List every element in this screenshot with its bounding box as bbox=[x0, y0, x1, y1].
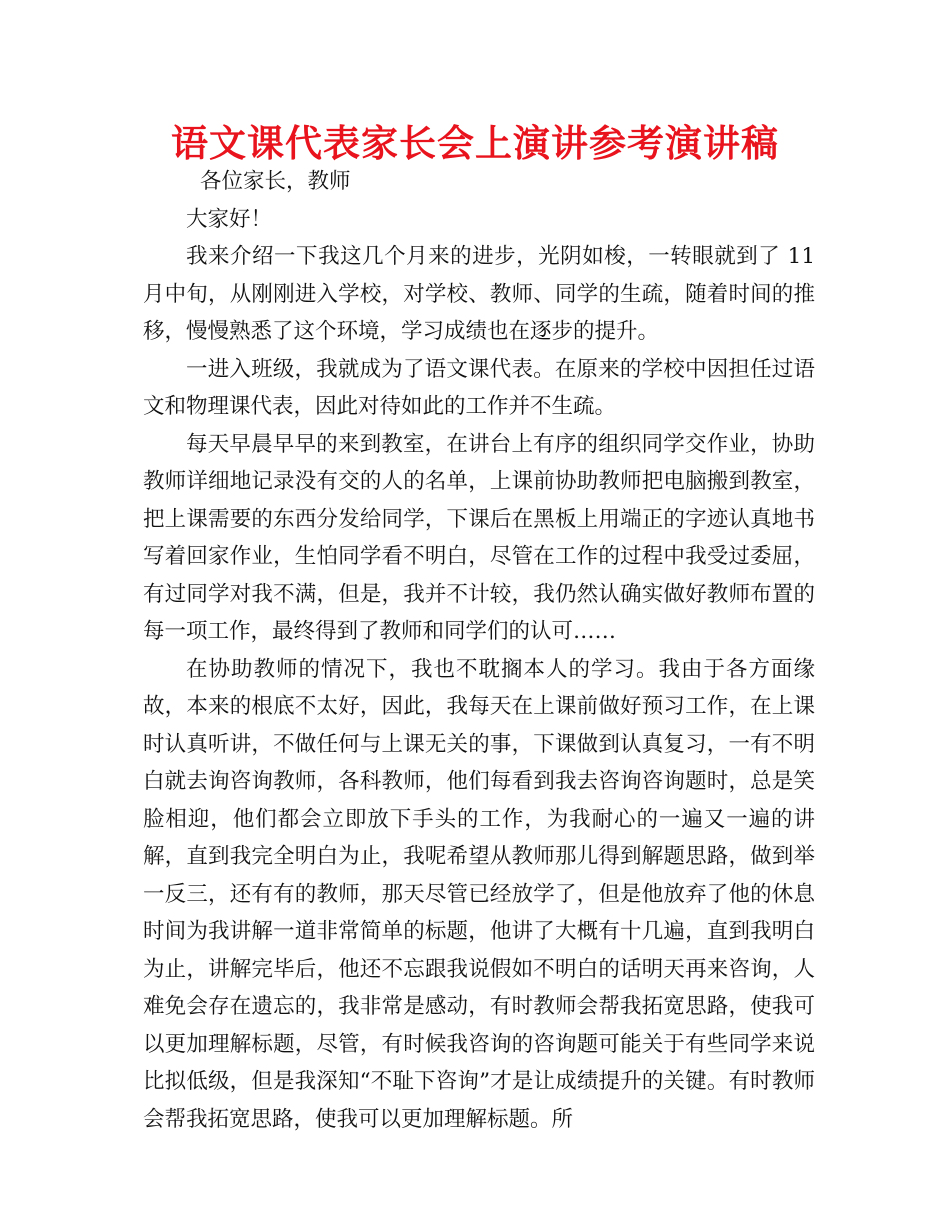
greeting: 大家好！ bbox=[186, 206, 273, 232]
paragraph-daily-duties: 每天早晨早早的来到教室，在讲台上有序的组织同学交作业，协助教师详细地记录没有交的人的名单，上课前协助教师把电脑搬到教室，把上课需要的东西分发给同学，下课后在黑板上用端正的字迹认真地书写着回家作业，生怕同学看不明白，尽管在工作的过程中我受过委屈，有过同学对我不满，但是，我并不计较，我仍然认确实做好教师布置的每一项工作，最终得到了教师和同学们的认可…… bbox=[143, 431, 815, 644]
document-body bbox=[143, 163, 815, 1138]
paragraph-studying: 在协助教师的情况下，我也不耽搁本人的学习。我由于各方面缘故，本来的根底不太好，因此，我每天在上课前做好预习工作，在上课时认真听讲，不做任何与上课无关的事，下课做到认真复习，一有不明白就去询咨询教师，各科教师，他们每看到我去咨询咨询题时，总是笑脸相迎，他们都会立即放下手头的工作，为我耐心的一遍又一遍的讲解，直到我完全明白为止，我呢希望从教师那儿得到解题思路，做到举一反三，还有有的教师，那天尽管已经放学了，但是他放弃了他的休息时间为我讲解一道非常简单的标题，他讲了大概有十几遍，直到我明白为止，讲解完毕后，他还不忘跟我说假如不明白的话明天再来咨询，人难免会存在遗忘的，我非常是感动，有时教师会帮我拓宽思路，使我可以更加理解标题，尽管，有时候我咨询的咨询题可能关于有些同学来说比拟低级，但是我深知“不耻下咨询”才是让成绩提升的关键。有时教师会帮我拓宽思路，使我可以更加理解标题。所 bbox=[143, 656, 815, 1132]
salutation: 各位家长，教师 bbox=[200, 169, 351, 194]
document-title: 语文课代表家长会上演讲参考演讲稿 bbox=[171, 122, 779, 165]
paragraph-progress: 我来介绍一下我这几个月来的进步，光阴如梭，一转眼就到了 11 月中旬，从刚刚进入学校，对学校、教师、同学的生疏，随着时间的推移，慢慢熟悉了这个环境，学习成绩也在逐步的提升。 bbox=[143, 244, 815, 344]
paragraph-class-rep: 一进入班级，我就成为了语文课代表。在原来的学校中因担任过语文和物理课代表，因此对待如此的工作并不生疏。 bbox=[143, 356, 815, 419]
